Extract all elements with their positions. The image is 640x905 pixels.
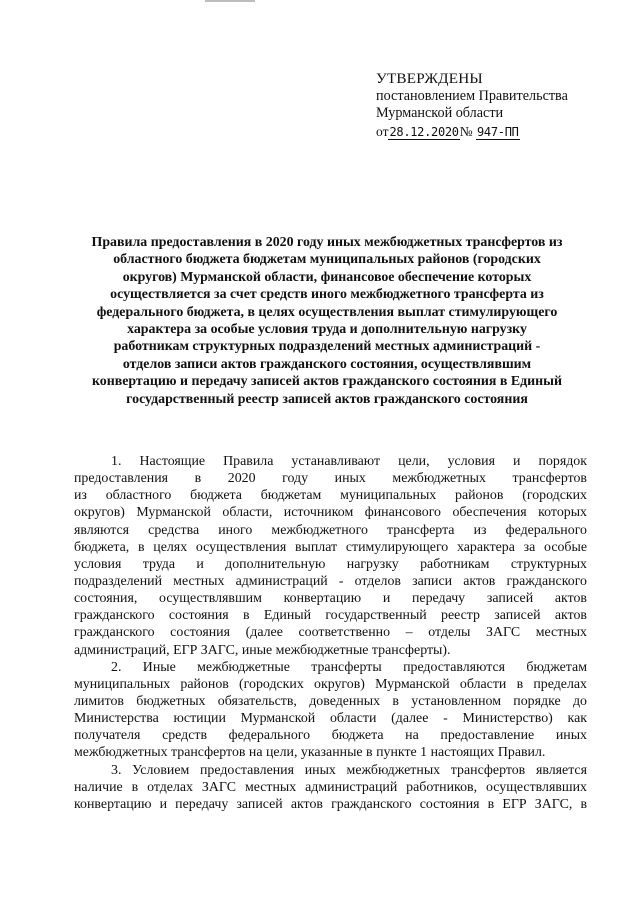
heading-line: государственный реестр записей актов гражданского состояния: [126, 391, 528, 407]
paragraph-line: условия труда и дополнительную нагрузку работникам структурных: [74, 556, 587, 572]
approval-title: УТВЕРЖДЕНЫ: [376, 70, 483, 87]
paragraph-line: 2. Иные межбюджетные трансферты предоставляются бюджетам: [111, 659, 587, 675]
approval-block: [376, 70, 626, 141]
scan-mark: [205, 0, 255, 2]
approval-date: 28.12.2020: [389, 124, 459, 139]
paragraph-line: межбюджетных трансфертов на цели, указанные в пункте 1 настоящих Правил.: [74, 745, 546, 761]
document-body: [74, 453, 587, 813]
approval-number: 947-ПП: [477, 124, 519, 139]
paragraph-line: предоставления в 2020 году иных межбюджетных трансфертов: [74, 471, 587, 487]
paragraph-line: администраций, ЕГР ЗАГС, иные межбюджетные трансферты).: [74, 642, 451, 658]
paragraph-line: бюджета, в целях осуществления выплат стимулирующего характера за особые: [74, 539, 587, 555]
paragraph-line: гражданского состояния (далее соответственно – отделы ЗАГС местных: [74, 625, 587, 641]
paragraph-line: являются средства иного межбюджетного трансферта из федерального: [74, 522, 587, 538]
paragraph-line: гражданского состояния в Единый государственный реестр записей актов: [74, 608, 587, 624]
paragraph-line: Министерства юстиции Мурманской области (далее - Министерство) как: [74, 711, 587, 727]
approval-region: Мурманской области: [376, 105, 504, 121]
heading-line: осуществляется за счет средств иного межбюджетного трансферта из: [110, 287, 544, 303]
paragraph-line: из областного бюджета бюджетам муниципальных районов (городских: [74, 488, 587, 504]
paragraph-line: наличие в отделах ЗАГС местных администраций работников, осуществлявших: [74, 779, 587, 795]
number-prefix: №: [459, 123, 473, 139]
heading-line: округов) Мурманской области, финансовое обеспечение которых: [122, 269, 532, 285]
paragraph-line: лимитов бюджетных обязательств, доведенных в установленном порядке до: [74, 693, 587, 709]
heading-line: работникам структурных подразделений местных администраций -: [113, 339, 541, 355]
heading-line: областного бюджета бюджетам муниципальных районов (городских: [113, 252, 541, 268]
approval-issuer: постановлением Правительства: [376, 87, 568, 104]
paragraph-line: состояния, осуществлявшим конвертацию и передачу записей актов: [74, 591, 587, 607]
heading-line: Правила предоставления в 2020 году иных межбюджетных трансфертов из: [91, 235, 563, 250]
paragraph-line: конвертацию и передачу записей актов гражданского состояния в ЕГР ЗАГС, в: [74, 796, 587, 812]
paragraph-line: 3. Условием предоставления иных межбюджетных трансфертов является: [111, 762, 587, 778]
paragraph-line: муниципальных районов (городских округов) Мурманской области в пределах: [74, 676, 587, 692]
heading-line: конвертацию и передачу записей актов гражданского состояния в Единый: [91, 374, 563, 390]
date-prefix: от: [376, 123, 389, 139]
paragraph-line: подразделений местных администраций - отделов записи актов гражданского: [74, 573, 587, 589]
document-heading: [66, 234, 588, 408]
paragraph-line: округов) Мурманской области, источником финансового обеспечения которых: [74, 505, 587, 521]
paragraph-line: получателя средств федерального бюджета на предоставление иных: [74, 728, 587, 744]
paragraph-line: 1. Настоящие Правила устанавливают цели, условия и порядок: [111, 454, 587, 469]
heading-line: характера за особые условия труда и дополнительную нагрузку: [127, 322, 527, 338]
heading-line: федерального бюджета, в целях осуществления выплат стимулирующего: [96, 304, 558, 320]
approval-date-line: [376, 123, 626, 142]
heading-line: отделов записи актов гражданского состояния, осуществлявшим: [122, 356, 532, 372]
